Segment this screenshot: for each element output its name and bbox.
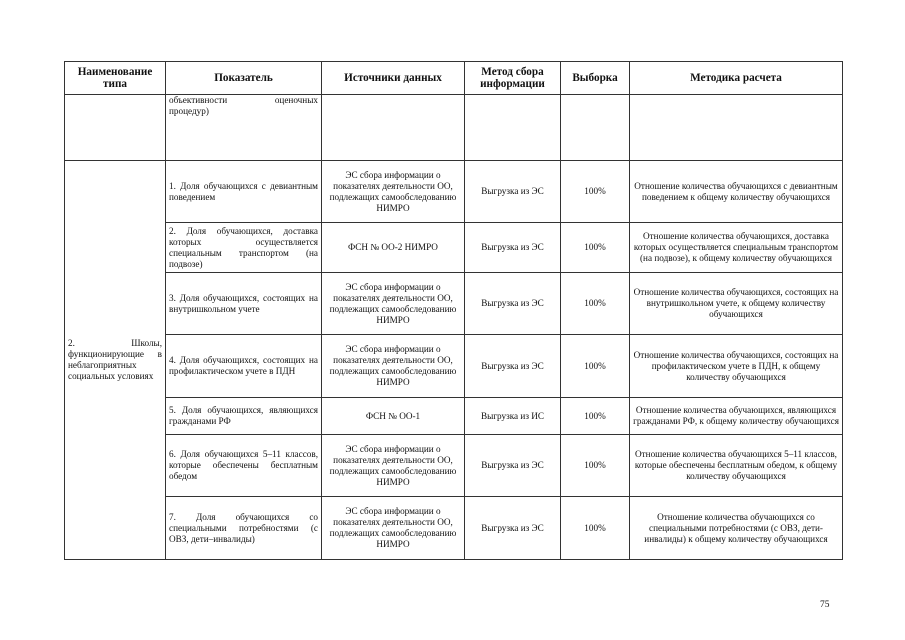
carry-type-cell — [65, 95, 166, 161]
carry-calc-cell — [630, 95, 843, 161]
row-4-method: Выгрузка из ЭС — [465, 335, 561, 398]
row-4-indicator: 4. Доля обучающихся, состоящих на профилактическом учете в ПДН — [166, 335, 322, 398]
row-2-sources: ФСН № ОО-2 НИМРО — [322, 223, 465, 273]
row-5-sources: ФСН № ОО-1 — [322, 398, 465, 435]
row-3-method: Выгрузка из ЭС — [465, 273, 561, 335]
header-indicator: Показатель — [166, 62, 322, 95]
carry-indicator-cell — [166, 95, 322, 161]
row-3-calc: Отношение количества обучающихся, состоящих на внутришкольном учете, к общему количеству обучающихся — [630, 273, 843, 335]
row-1-calc: Отношение количества обучающихся с девиантным поведением к общему количеству обучающихся — [630, 161, 843, 223]
carry-sources-cell — [322, 95, 465, 161]
row-6-indicator: 6. Доля обучающихся 5–11 классов, которые обеспечены бесплатным обедом — [166, 435, 322, 497]
row-7-method: Выгрузка из ЭС — [465, 497, 561, 560]
row-5-sample: 100% — [561, 398, 630, 435]
row-6-calc: Отношение количества обучающихся 5–11 классов, которые обеспечены бесплатным обедом, к общему количеству обучающихся — [630, 435, 843, 497]
table-row — [65, 273, 843, 335]
row-2-calc: Отношение количества обучающихся, доставка которых осуществляется специальным транспортом (на подвозе), к общему количеству обучающихся — [630, 223, 843, 273]
type-name-cell: 2. Школы, функционирующие в неблагоприятных социальных условиях — [65, 161, 166, 560]
row-4-sample: 100% — [561, 335, 630, 398]
row-6-sample: 100% — [561, 435, 630, 497]
row-1-method: Выгрузка из ЭС — [465, 161, 561, 223]
row-3-indicator: 3. Доля обучающихся, состоящих на внутришкольном учете — [166, 273, 322, 335]
row-1-sample: 100% — [561, 161, 630, 223]
row-7-sample: 100% — [561, 497, 630, 560]
table-header-row — [65, 62, 843, 95]
header-calc: Методика расчета — [630, 62, 843, 95]
table-row — [65, 435, 843, 497]
row-5-calc: Отношение количества обучающихся, являющихся гражданами РФ, к общему количеству обучающихся — [630, 398, 843, 435]
row-5-method: Выгрузка из ИС — [465, 398, 561, 435]
header-method: Метод сбора информации — [465, 62, 561, 95]
table-row — [65, 223, 843, 273]
table-row — [65, 497, 843, 560]
carry-sample-cell — [561, 95, 630, 161]
row-4-sources: ЭС сбора информации о показателях деятельности ОО, подлежащих самообследованию НИМРО — [322, 335, 465, 398]
row-7-calc: Отношение количества обучающихся со специальными потребностями (с ОВЗ, дети-инвалиды) к общему количеству обучающихся — [630, 497, 843, 560]
header-sources: Источники данных — [322, 62, 465, 95]
row-1-sources: ЭС сбора информации о показателях деятельности ОО, подлежащих самообследованию НИМРО — [322, 161, 465, 223]
row-2-sample: 100% — [561, 223, 630, 273]
carry-indicator-line1: объективности оценочных — [169, 95, 318, 105]
table-row — [65, 335, 843, 398]
table-row — [65, 398, 843, 435]
row-3-sources: ЭС сбора информации о показателях деятельности ОО, подлежащих самообследованию НИМРО — [322, 273, 465, 335]
header-sample: Выборка — [561, 62, 630, 95]
row-2-indicator: 2. Доля обучающихся, доставка которых осуществляется специальным транспортом (на подвозе) — [166, 223, 322, 273]
row-5-indicator: 5. Доля обучающихся, являющихся гражданами РФ — [166, 398, 322, 435]
carry-method-cell — [465, 95, 561, 161]
header-type: Наименование типа — [65, 62, 166, 95]
row-1-indicator: 1. Доля обучающихся с девиантным поведением — [166, 161, 322, 223]
row-3-sample: 100% — [561, 273, 630, 335]
row-6-method: Выгрузка из ЭС — [465, 435, 561, 497]
table-row-carryover — [65, 95, 843, 161]
table-row — [65, 161, 843, 223]
page-number: 75 — [820, 600, 830, 610]
indicators-table — [64, 61, 843, 560]
row-6-sources: ЭС сбора информации о показателях деятельности ОО, подлежащих самообследованию НИМРО — [322, 435, 465, 497]
row-7-sources: ЭС сбора информации о показателях деятельности ОО, подлежащих самообследованию НИМРО — [322, 497, 465, 560]
carry-indicator-line2: процедур) — [169, 106, 209, 116]
row-7-indicator: 7. Доля обучающихся со специальными потребностями (с ОВЗ, дети–инвалиды) — [166, 497, 322, 560]
row-2-method: Выгрузка из ЭС — [465, 223, 561, 273]
row-4-calc: Отношение количества обучающихся, состоящих на профилактическом учете в ПДН, к общему количеству обучающихся — [630, 335, 843, 398]
